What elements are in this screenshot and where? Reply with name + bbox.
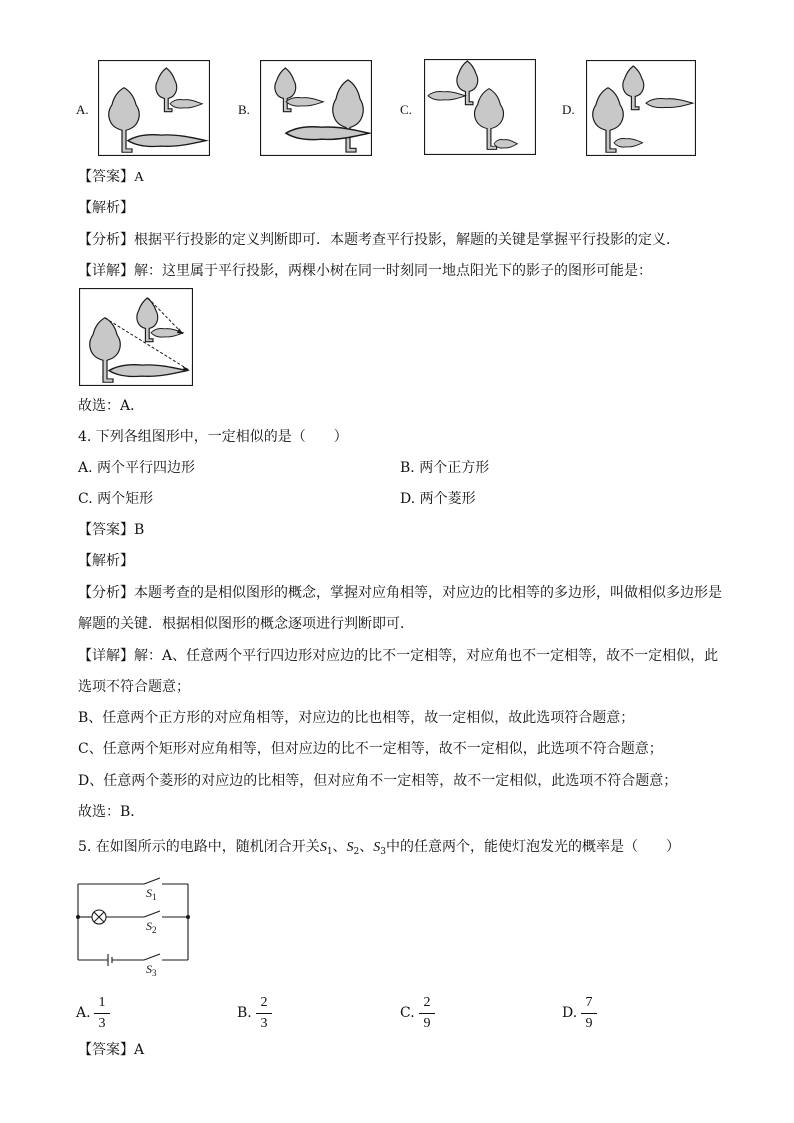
q3-answer-line: 【答案】A — [78, 169, 145, 185]
q3-detail-line: 【详解】解：这里属于平行投影，两棵小树在同一时刻同一地点阳光下的影子的图形可能是： — [78, 263, 652, 279]
q4-answer-line: 【答案】B — [78, 522, 145, 538]
q4-option-b: B. 两个正方形 — [400, 460, 490, 476]
q5-answer-line: 【答案】A — [78, 1042, 145, 1058]
q4-choose: 故选：B． — [78, 804, 145, 820]
q4-analysis-heading: 【解析】 — [78, 553, 134, 569]
q3-fenxi-line: 【分析】根据平行投影的定义判断即可．本题考查平行投影，解题的关键是掌握平行投影的定义． — [78, 232, 680, 248]
q3-choose: 故选：A． — [78, 398, 145, 414]
q4-option-c: C. 两个矩形 — [78, 491, 154, 507]
q5-stem: 5. 在如图所示的电路中，随机闭合开关$S_1$、$S_2$、$S_3$中的任意两个，能使灯泡发光的概率是（ ） — [78, 839, 681, 857]
q4-detail-line-1: 【详解】解：A、任意两个平行四边形对应边的比不一定相等，对应角也不一定相等，故不一定相似，此 — [78, 648, 719, 664]
option-d-figure — [586, 60, 696, 156]
option-b-figure — [260, 60, 372, 156]
q3-analysis-heading: 【解析】 — [78, 200, 134, 216]
q4-detail-d: D、任意两个菱形的对应边的比相等，但对应角不一定相等，故不一定相似，此选项不符合题意； — [78, 773, 678, 789]
q5-option-b-fraction: 2 3 — [256, 995, 272, 1032]
switch-s1-label: $S_1$ — [146, 886, 157, 902]
q4-option-a: A. 两个平行四边形 — [78, 460, 196, 476]
q4-stem: 4. 下列各组图形中，一定相似的是（ ） — [78, 429, 348, 445]
option-c-figure — [424, 59, 536, 155]
option-d-label: D. — [562, 102, 575, 117]
switch-s2-label: $S_2$ — [146, 919, 157, 935]
circuit-diagram — [74, 874, 194, 982]
solution-figure — [79, 288, 193, 386]
q5-option-c-fraction: 2 9 — [419, 995, 435, 1032]
q4-option-d: D. 两个菱形 — [400, 491, 476, 507]
option-c-label: C. — [400, 102, 412, 117]
q5-option-b-key: B. — [237, 1005, 252, 1021]
q5-option-d-key: D. — [562, 1005, 578, 1021]
option-a-figure — [98, 60, 210, 156]
option-b-label: B. — [238, 102, 250, 117]
q4-detail-b: B、任意两个正方形的对应角相等，对应边的比也相等，故一定相似，故此选项符合题意； — [78, 710, 635, 726]
q4-detail-line-2: 选项不符合题意； — [78, 679, 190, 695]
q5-option-c-key: C. — [400, 1005, 415, 1021]
q4-detail-c: C、任意两个矩形对应角相等，但对应边的比不一定相等，故不一定相似，此选项不符合题意； — [78, 741, 663, 757]
option-a-label: A. — [76, 102, 89, 117]
q5-option-a-fraction: 1 3 — [94, 995, 110, 1032]
switch-s3-label: $S_3$ — [146, 962, 157, 978]
q5-option-d-fraction: 7 9 — [581, 995, 597, 1032]
q4-fenxi-line-2: 解题的关键．根据相似图形的概念逐项进行判断即可． — [78, 616, 414, 632]
q4-fenxi-line-1: 【分析】本题考查的是相似图形的概念，掌握对应角相等，对应边的比相等的多边形，叫做相似多边形是 — [78, 585, 722, 601]
q5-option-a-key: A. — [76, 1005, 91, 1021]
